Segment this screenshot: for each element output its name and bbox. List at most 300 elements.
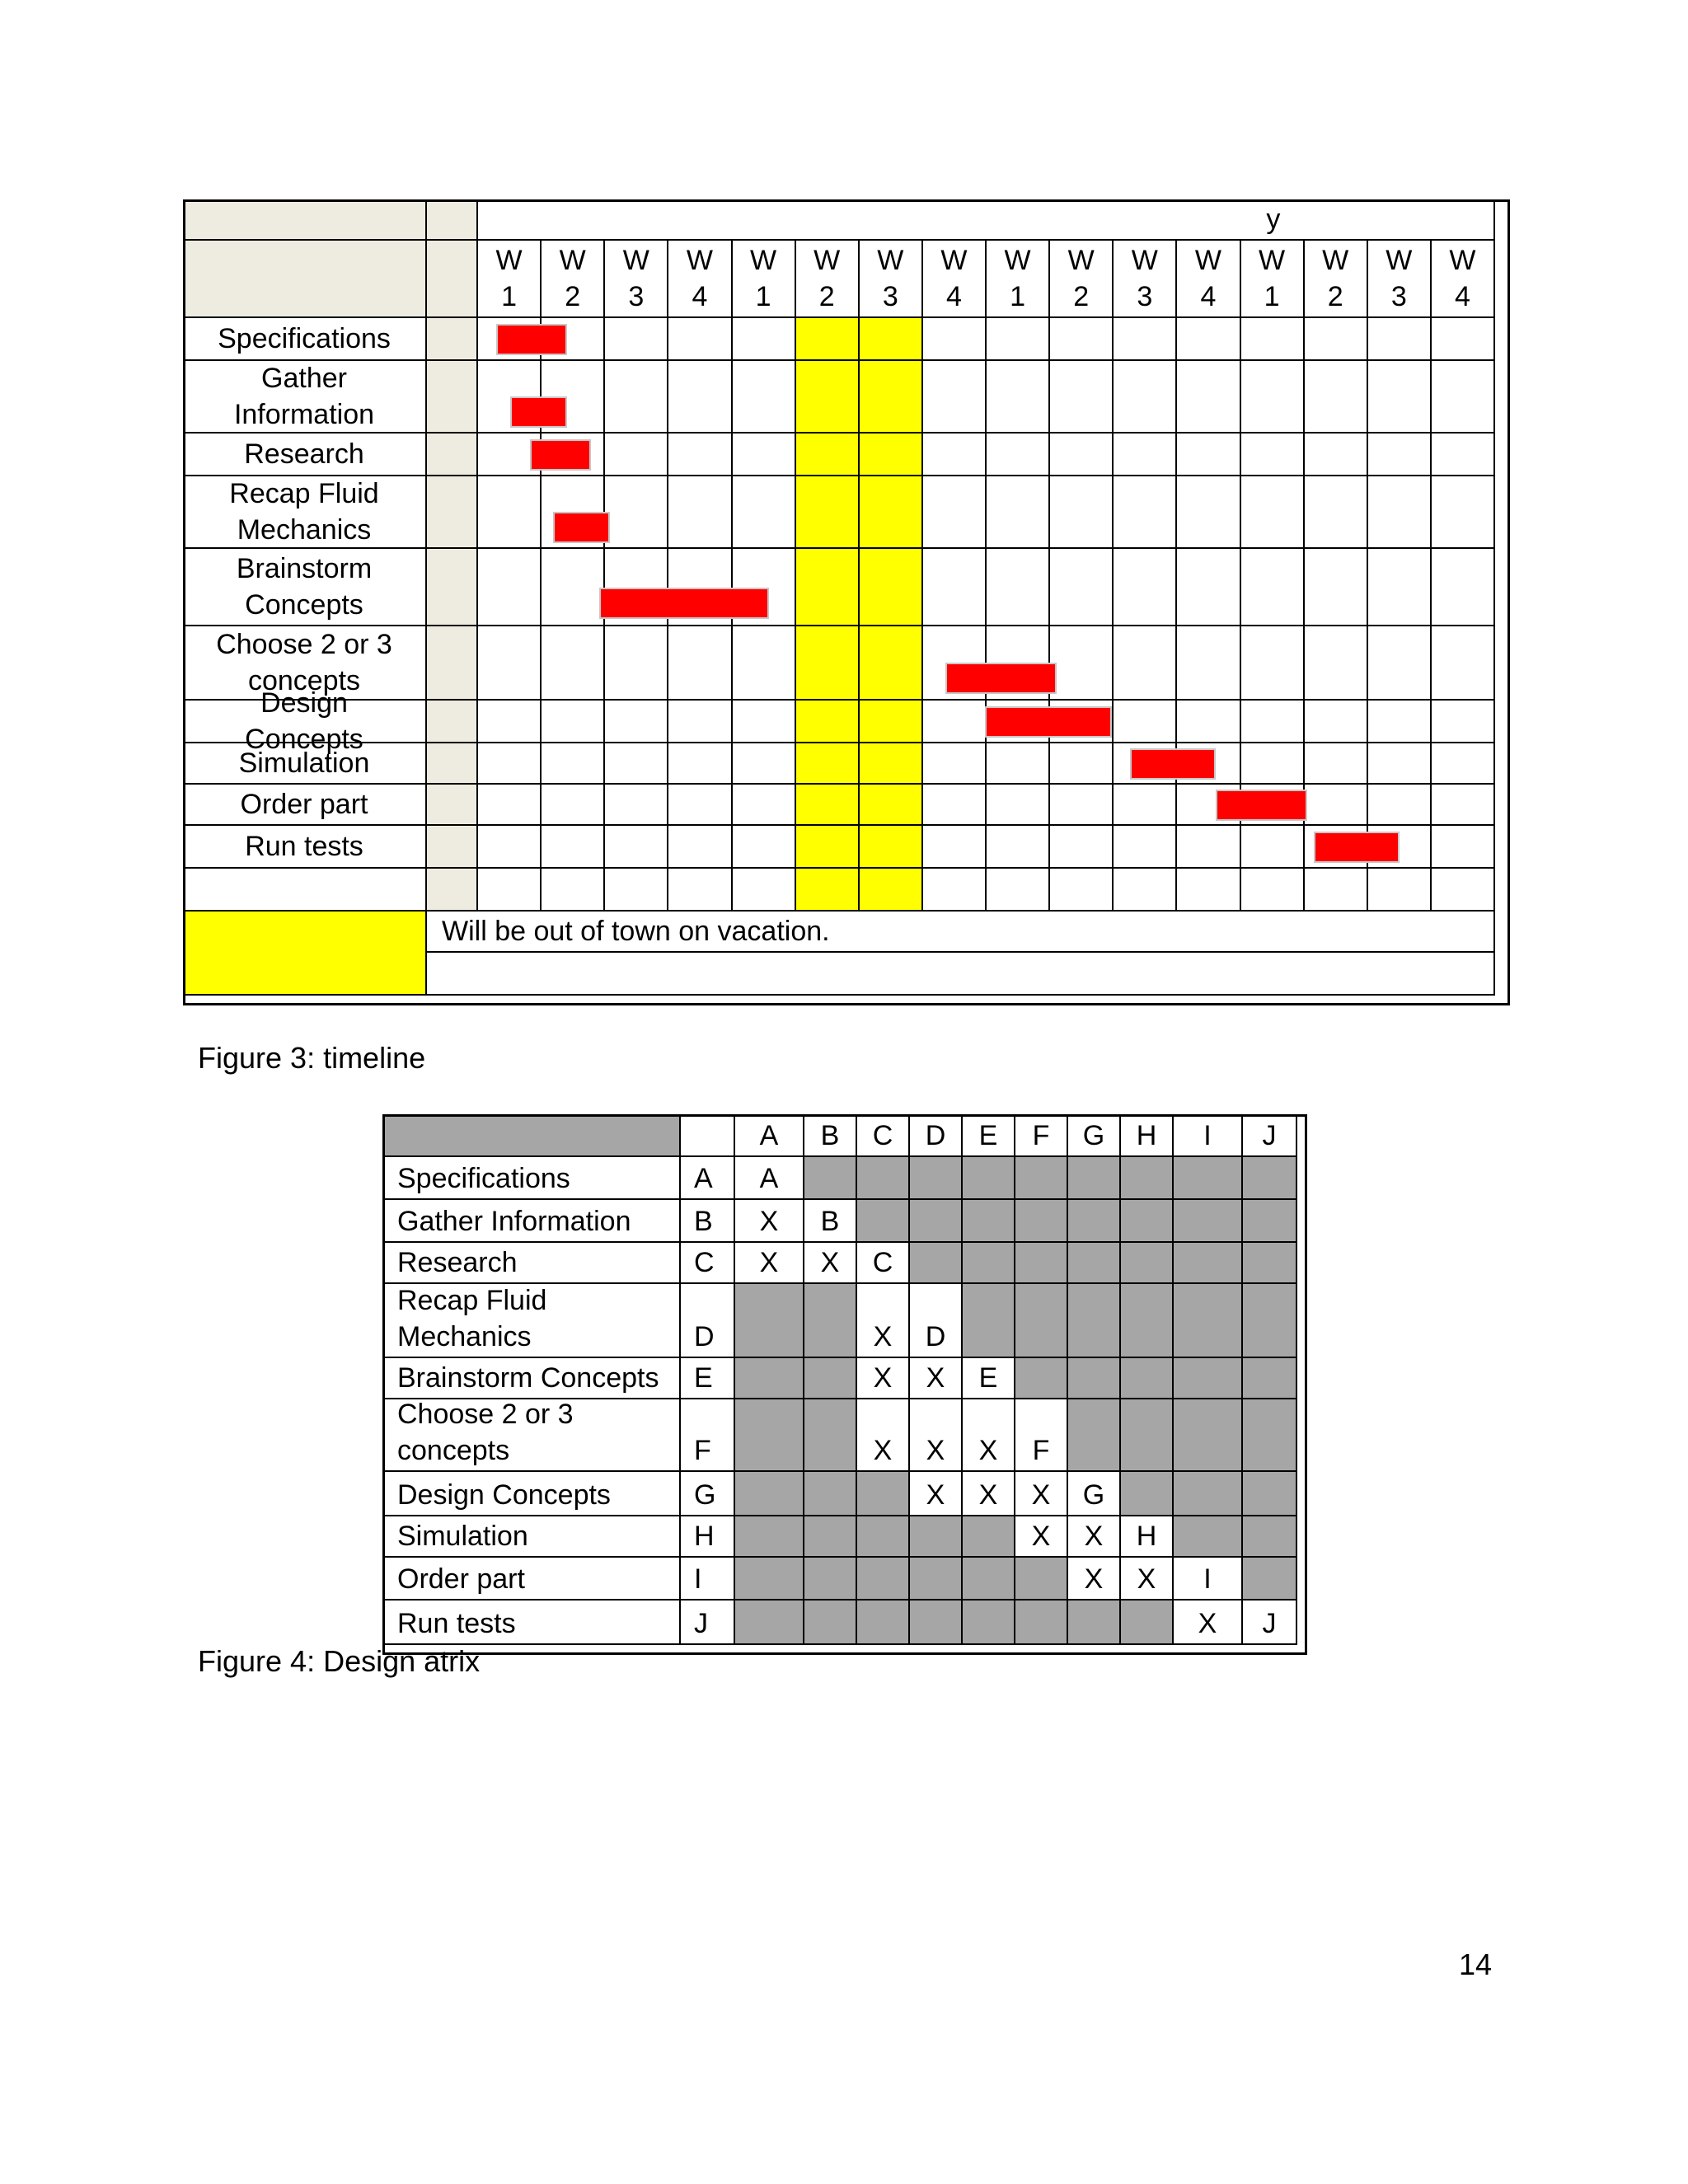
gantt-grid-cell [605,318,668,361]
figure-3-caption: Figure 3: timeline [198,1041,426,1075]
gantt-grid-cell [1368,743,1432,785]
dsm-gray-cell [1174,1399,1243,1472]
gantt-grid-cell [923,701,987,743]
vacation-cell [860,743,923,785]
vacation-cell [860,869,923,912]
dsm-gray-cell [735,1358,804,1399]
dsm-gray-cell [910,1601,963,1645]
gantt-grid-cell [923,826,987,869]
gantt-grid-cell [1177,361,1240,434]
gantt-grid-cell [733,826,796,869]
gantt-week-header [605,241,668,318]
gantt-grid-cell [1177,318,1240,361]
gantt-grid-cell [1050,826,1114,869]
week-letter: W [940,245,968,276]
gantt-task-label: Simulation [183,743,427,785]
dsm-gray-cell [1121,1243,1174,1284]
gantt-grid-cell [923,318,987,361]
gantt-grid-cell [605,743,668,785]
vacation-cell [796,626,860,701]
dsm-gray-cell [1015,1243,1068,1284]
gantt-week-header [923,241,987,318]
gantt-grid-cell [733,626,796,701]
gantt-grid-cell [668,476,732,549]
vacation-cell [860,361,923,434]
dsm-gray-cell [804,1516,857,1558]
week-number: 2 [1073,281,1090,312]
gantt-spacer-cell [427,869,478,912]
gantt-spacer-cell [427,549,478,626]
gantt-grid-cell [987,361,1050,434]
dsm-column-header: G [1068,1114,1121,1157]
dsm-column-header: D [910,1114,963,1157]
gantt-task-bar [496,324,567,355]
dsm-dependency-mark: X [1174,1601,1243,1645]
dsm-column-header: E [963,1114,1015,1157]
gantt-grid-cell [1305,549,1368,626]
week-letter: W [559,245,586,276]
gantt-grid-cell [1050,743,1114,785]
gantt-grid-cell [1241,434,1305,476]
gantt-week-header [1432,241,1495,318]
dsm-dependency-mark: X [963,1399,1015,1472]
dsm-gray-cell [735,1399,804,1472]
dsm-gray-cell [910,1558,963,1601]
dsm-gray-cell [1068,1243,1121,1284]
gantt-grid-cell [1114,826,1177,869]
week-number: 4 [945,281,962,312]
gantt-grid-cell [733,434,796,476]
gantt-task-bar [530,439,591,471]
dsm-dependency-mark: X [857,1399,910,1472]
gantt-grid-cell [1368,785,1432,826]
gantt-grid-cell [542,549,605,626]
dsm-gray-cell [735,1472,804,1516]
dsm-row-label: Recap Fluid Mechanics [382,1284,681,1358]
gantt-grid-cell [1114,626,1177,701]
gantt-grid-cell [1305,785,1368,826]
gantt-grid-cell [542,701,605,743]
dsm-dependency-mark: X [1015,1516,1068,1558]
week-number: 1 [1264,281,1280,312]
vacation-cell [796,826,860,869]
gantt-grid-cell [1241,361,1305,434]
dsm-gray-cell [1121,1601,1174,1645]
dsm-gray-cell [1068,1399,1121,1472]
dsm-gray-cell [1121,1472,1174,1516]
gantt-grid-cell [478,701,542,743]
gantt-grid-cell [1368,701,1432,743]
dsm-diagonal-cell: A [735,1157,804,1200]
gantt-task-label: Design Concepts [183,701,427,743]
gantt-grid-cell [1241,701,1305,743]
dsm-row-code: F [681,1399,735,1472]
gantt-grid-cell [1305,318,1368,361]
dsm-gray-cell [804,1558,857,1601]
dsm-gray-cell [804,1284,857,1358]
gantt-grid-cell [733,361,796,434]
gantt-grid-cell [542,626,605,701]
dsm-gray-cell [1243,1399,1297,1472]
dsm-row-code: D [681,1284,735,1358]
gantt-grid-cell [478,476,542,549]
gantt-grid-cell [478,549,542,626]
dsm-row-label: Order part [382,1558,681,1601]
dsm-row-code: G [681,1472,735,1516]
dsm-gray-cell [1015,1601,1068,1645]
week-letter: W [495,245,523,276]
dsm-gray-cell [804,1157,857,1200]
dsm-row-label: Design Concepts [382,1472,681,1516]
gantt-grid-cell [668,361,732,434]
week-number: 2 [1327,281,1343,312]
gantt-grid-cell [605,869,668,912]
dsm-gray-cell [1174,1516,1243,1558]
gantt-grid-cell [605,785,668,826]
gantt-grid-cell [1177,626,1240,701]
gantt-task-bar [945,663,1057,694]
week-number: 2 [818,281,835,312]
gantt-grid-cell [1432,826,1495,869]
gantt-corner-cell [183,199,427,241]
gantt-grid-cell [1432,869,1495,912]
dsm-row-label: Simulation [382,1516,681,1558]
gantt-grid-cell [987,785,1050,826]
dsm-row-code: I [681,1558,735,1601]
vacation-cell [860,785,923,826]
dsm-gray-cell [963,1157,1015,1200]
gantt-week-header [1368,241,1432,318]
page-number: 14 [1459,1947,1493,1981]
gantt-grid-cell [987,869,1050,912]
gantt-corner-cell [183,241,427,318]
dsm-gray-cell [804,1358,857,1399]
dsm-dependency-mark: X [1121,1558,1174,1601]
gantt-task-label: Specifications [183,318,427,361]
vacation-cell [860,701,923,743]
gantt-task-bar [553,512,610,543]
gantt-task-bar [510,396,567,428]
dsm-dependency-mark: X [1068,1516,1121,1558]
gantt-task-label: Gather Information [183,361,427,434]
gantt-grid-cell [478,626,542,701]
gantt-week-header [987,241,1050,318]
gantt-grid-cell [1368,434,1432,476]
dsm-gray-cell [910,1157,963,1200]
gantt-grid-cell [668,626,732,701]
dsm-gray-cell [1174,1243,1243,1284]
gantt-week-header [478,241,542,318]
dsm-gray-cell [1174,1358,1243,1399]
week-letter: W [814,245,841,276]
vacation-cell [796,476,860,549]
dsm-gray-cell [1121,1284,1174,1358]
week-number: 3 [628,281,645,312]
dsm-gray-cell [1243,1200,1297,1243]
gantt-grid-cell [733,785,796,826]
gantt-spacer-cell [427,743,478,785]
week-letter: W [1067,245,1095,276]
dsm-diagonal-cell: C [857,1243,910,1284]
gantt-legend-blank [427,953,1495,996]
vacation-cell [860,626,923,701]
dsm-row-label: Run tests [382,1601,681,1645]
week-number: 4 [1454,281,1470,312]
dsm-gray-cell [1174,1284,1243,1358]
gantt-grid-cell [1114,476,1177,549]
gantt-task-label: Order part [183,785,427,826]
gantt-grid-cell [478,869,542,912]
dsm-diagonal-cell: G [1068,1472,1121,1516]
week-letter: W [877,245,904,276]
week-number: 3 [1137,281,1153,312]
gantt-grid-cell [1114,361,1177,434]
gantt-grid-cell [1368,626,1432,701]
week-number: 3 [882,281,898,312]
gantt-grid-cell [1114,549,1177,626]
dsm-row-label: Research [382,1243,681,1284]
gantt-grid-cell [1432,318,1495,361]
dsm-column-header: J [1243,1114,1297,1157]
gantt-grid-cell [605,476,668,549]
dsm-gray-cell [735,1601,804,1645]
dsm-gray-cell [735,1284,804,1358]
dsm-row-label: Specifications [382,1157,681,1200]
dsm-gray-cell [1068,1601,1121,1645]
gantt-grid-cell [605,701,668,743]
vacation-cell [796,318,860,361]
week-number: 1 [755,281,771,312]
week-letter: W [750,245,777,276]
dsm-gray-cell [857,1200,910,1243]
dsm-gray-cell [963,1558,1015,1601]
dsm-header-blank [681,1114,735,1157]
gantt-grid-cell [923,743,987,785]
dsm-gray-cell [1243,1284,1297,1358]
vacation-legend-text: Will be out of town on vacation. [427,912,1495,953]
week-letter: W [1322,245,1349,276]
gantt-grid-cell [1241,549,1305,626]
gantt-week-header [1177,241,1240,318]
gantt-grid-cell [1114,318,1177,361]
gantt-grid-cell [1241,318,1305,361]
gantt-grid-cell [1368,549,1432,626]
gantt-spacer-cell [427,199,478,241]
dsm-gray-cell [1243,1558,1297,1601]
dsm-dependency-mark: X [857,1284,910,1358]
gantt-grid-cell [987,826,1050,869]
gantt-grid-cell [1241,626,1305,701]
gantt-grid-cell [668,869,732,912]
gantt-week-header [860,241,923,318]
gantt-grid-cell [733,318,796,361]
gantt-grid-cell [1050,549,1114,626]
vacation-cell [796,361,860,434]
gantt-grid-cell [987,434,1050,476]
gantt-grid-cell [1241,476,1305,549]
dsm-dependency-mark: X [963,1472,1015,1516]
gantt-grid-cell [1050,318,1114,361]
dsm-gray-cell [1174,1472,1243,1516]
dsm-gray-cell [735,1558,804,1601]
dsm-gray-cell [1174,1200,1243,1243]
week-number: 4 [1200,281,1217,312]
gantt-week-header [796,241,860,318]
gantt-week-header [542,241,605,318]
week-number: 2 [565,281,581,312]
dsm-column-header: H [1121,1114,1174,1157]
vacation-cell [796,549,860,626]
dsm-dependency-mark: X [910,1472,963,1516]
gantt-grid-cell [733,869,796,912]
dsm-column-header: I [1174,1114,1243,1157]
dsm-gray-cell [963,1601,1015,1645]
vacation-cell [860,476,923,549]
dsm-row-label: Brainstorm Concepts [382,1358,681,1399]
dsm-column-header: B [804,1114,857,1157]
gantt-grid-cell [542,785,605,826]
dsm-gray-cell [1174,1157,1243,1200]
figure-4-caption: Figure 4: Design atrix [198,1644,481,1678]
gantt-week-header [1050,241,1114,318]
week-letter: W [1131,245,1158,276]
dsm-gray-cell [1068,1358,1121,1399]
gantt-grid-cell [1177,549,1240,626]
vacation-cell [860,318,923,361]
gantt-task-label: Research [183,434,427,476]
dsm-gray-cell [1121,1358,1174,1399]
gantt-grid-cell [668,743,732,785]
gantt-grid-cell [1114,869,1177,912]
gantt-task-bar [599,588,770,619]
vacation-cell [796,869,860,912]
gantt-grid-cell [1177,701,1240,743]
gantt-task-label: Run tests [183,826,427,869]
gantt-grid-cell [1305,701,1368,743]
gantt-grid-cell [733,476,796,549]
week-number: 1 [501,281,518,312]
gantt-grid-cell [542,869,605,912]
dsm-diagonal-cell: J [1243,1601,1297,1645]
gantt-task-bar [1314,832,1400,863]
vacation-cell [796,743,860,785]
gantt-empty-label [183,869,427,912]
dsm-column-header: C [857,1114,910,1157]
gantt-grid-cell [605,361,668,434]
week-letter: W [686,245,713,276]
dsm-gray-cell [857,1472,910,1516]
vacation-cell [796,434,860,476]
gantt-grid-cell [923,434,987,476]
gantt-grid-cell [1050,626,1114,701]
dsm-gray-cell [910,1516,963,1558]
dsm-column-header: A [735,1114,804,1157]
gantt-spacer-cell [427,241,478,318]
gantt-grid-cell [1368,869,1432,912]
dsm-gray-cell [857,1516,910,1558]
dsm-row-code: C [681,1243,735,1284]
gantt-grid-cell [1432,434,1495,476]
dsm-gray-cell [963,1516,1015,1558]
dsm-diagonal-cell: I [1174,1558,1243,1601]
gantt-grid-cell [987,476,1050,549]
gantt-grid-cell [987,549,1050,626]
gantt-grid-cell [1241,869,1305,912]
gantt-grid-cell [1241,826,1305,869]
gantt-grid-cell [1432,626,1495,701]
gantt-grid-cell [923,361,987,434]
dsm-dependency-mark: X [735,1243,804,1284]
gantt-grid-cell [1114,701,1177,743]
gantt-grid-cell [1432,476,1495,549]
gantt-spacer-cell [427,434,478,476]
dsm-gray-cell [857,1558,910,1601]
dsm-gray-cell [857,1157,910,1200]
gantt-grid-cell [923,869,987,912]
gantt-task-bar [1130,748,1216,780]
week-letter: W [1386,245,1413,276]
dsm-diagonal-cell: F [1015,1399,1068,1472]
week-number: 4 [692,281,708,312]
vacation-cell [860,826,923,869]
gantt-grid-cell [542,826,605,869]
gantt-grid-cell [1114,785,1177,826]
gantt-spacer-cell [427,826,478,869]
gantt-grid-cell [1432,785,1495,826]
gantt-spacer-cell [427,785,478,826]
gantt-task-bar [985,706,1111,738]
dsm-gray-cell [857,1601,910,1645]
dsm-gray-cell [1243,1516,1297,1558]
dsm-gray-cell [1015,1358,1068,1399]
dsm-gray-cell [1121,1399,1174,1472]
gantt-grid-cell [1305,743,1368,785]
dsm-dependency-mark: X [804,1243,857,1284]
dsm-gray-cell [1015,1284,1068,1358]
dsm-row-label: Gather Information [382,1200,681,1243]
gantt-grid-cell [987,743,1050,785]
gantt-grid-cell [733,701,796,743]
gantt-spacer-cell [427,476,478,549]
gantt-grid-cell [1305,626,1368,701]
week-letter: W [1004,245,1031,276]
dsm-gray-cell [1068,1284,1121,1358]
gantt-grid-cell [1368,476,1432,549]
dsm-gray-cell [1243,1243,1297,1284]
gantt-grid-cell [668,826,732,869]
gantt-grid-cell [478,743,542,785]
gantt-grid-cell [923,476,987,549]
dsm-gray-cell [1068,1200,1121,1243]
dsm-gray-cell [963,1243,1015,1284]
dsm-gray-cell [1015,1200,1068,1243]
gantt-grid-cell [605,826,668,869]
gantt-grid-cell [1368,318,1432,361]
dsm-gray-cell [804,1472,857,1516]
design-matrix-table [382,1114,1307,1655]
vacation-cell [796,785,860,826]
dsm-gray-cell [963,1284,1015,1358]
dsm-gray-cell [963,1200,1015,1243]
week-letter: W [1449,245,1476,276]
gantt-grid-cell [1050,361,1114,434]
dsm-dependency-mark: X [1015,1472,1068,1516]
dsm-diagonal-cell: B [804,1200,857,1243]
dsm-gray-cell [1243,1157,1297,1200]
gantt-spacer-cell [427,318,478,361]
dsm-column-header: F [1015,1114,1068,1157]
gantt-grid-cell [1432,701,1495,743]
